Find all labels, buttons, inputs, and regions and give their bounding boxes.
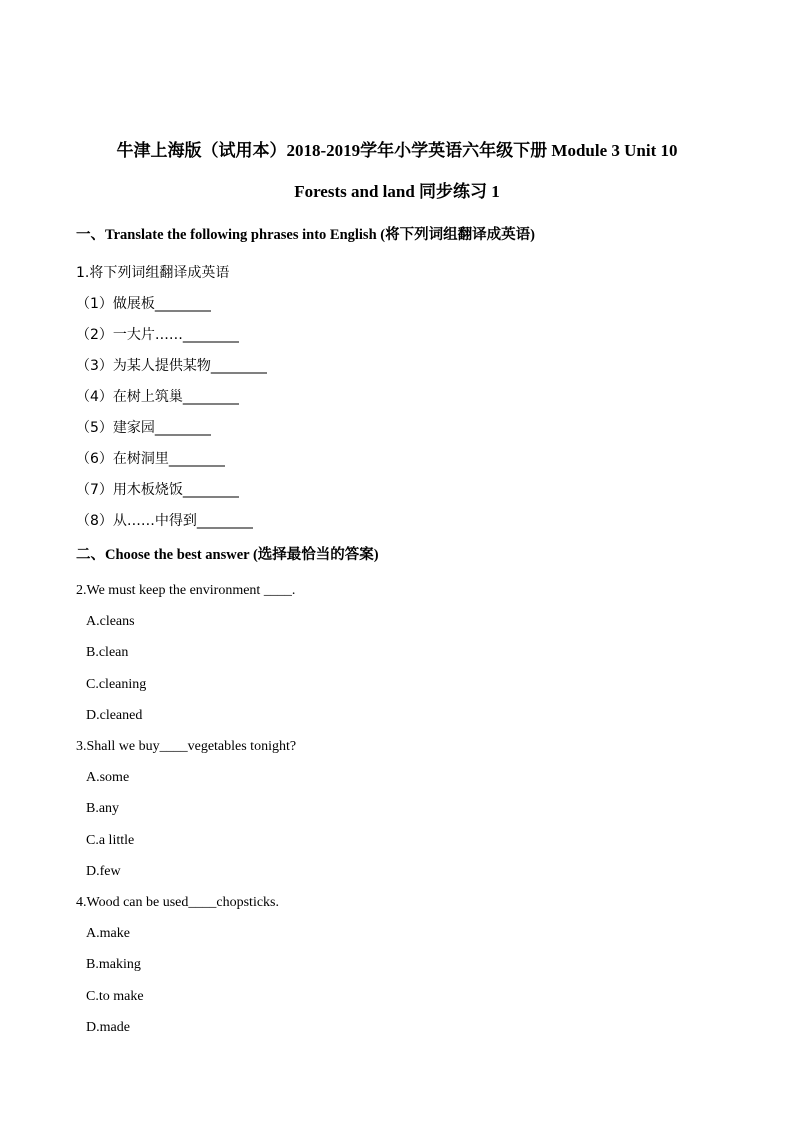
question-2-stem: 2.We must keep the environment ____. (76, 583, 296, 598)
document-title-line-2: Forests and land 同步练习 1 (294, 182, 500, 201)
phrase-item-3: （3）为某人提供某物________ (76, 358, 267, 374)
question-2-option-c: C.cleaning (86, 677, 147, 692)
phrase-item-7: （7）用木板烧饭________ (76, 482, 239, 498)
question-1-stem: 1.将下列词组翻译成英语 (76, 265, 230, 281)
question-2-option-d: D.cleaned (86, 708, 143, 723)
question-4-option-d: D.made (86, 1020, 130, 1035)
phrase-item-2: （2）一大片……________ (76, 327, 239, 343)
phrase-item-1: （1）做展板________ (76, 296, 211, 312)
phrase-item-6: （6）在树洞里________ (76, 451, 225, 467)
question-4-option-a: A.make (86, 926, 130, 941)
document-title-line-1: 牛津上海版（试用本）2018-2019学年小学英语六年级下册 Module 3 Unit 10 (116, 141, 678, 160)
question-3-option-a: A.some (86, 770, 130, 785)
phrase-item-8: （8）从……中得到________ (76, 513, 253, 529)
section-2-heading: 二、Choose the best answer (选择最恰当的答案) (76, 547, 379, 563)
question-3-stem: 3.Shall we buy____vegetables tonight? (76, 739, 297, 754)
question-4-option-c: C.to make (86, 989, 144, 1004)
question-3-option-d: D.few (86, 864, 121, 879)
section-1-heading: 一、Translate the following phrases into English (将下列词组翻译成英语) (76, 227, 535, 243)
phrase-item-4: （4）在树上筑巢________ (76, 389, 239, 405)
question-3-option-c: C.a little (86, 833, 135, 848)
question-2-option-b: B.clean (86, 645, 129, 660)
question-4-option-b: B.making (86, 957, 141, 972)
question-3-option-b: B.any (86, 801, 120, 816)
question-2-option-a: A.cleans (86, 614, 135, 629)
phrase-item-5: （5）建家园________ (76, 420, 211, 436)
question-4-stem: 4.Wood can be used____chopsticks. (76, 895, 279, 910)
